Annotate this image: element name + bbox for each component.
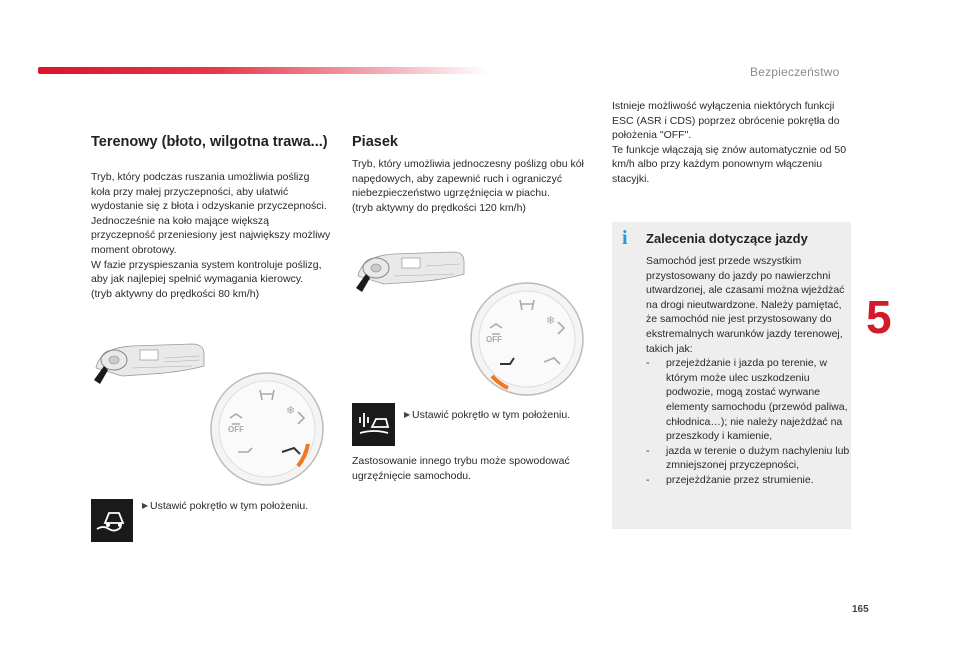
page-number: 165 bbox=[852, 604, 869, 615]
list-item: - przejeżdżanie przez strumienie. bbox=[646, 473, 814, 486]
sand-warning-note: Zastosowanie innego trybu może spowodować ugrzęźnięcie samochodu. bbox=[352, 455, 570, 482]
list-item: - jazda w terenie o dużym nachyleniu lub zmniejszonej przyczepności, bbox=[646, 444, 850, 472]
dashboard-illustration-terrain bbox=[92, 338, 206, 386]
driving-tips-content bbox=[646, 254, 851, 488]
sand-step bbox=[404, 408, 584, 423]
arrow-right-icon: ▶ bbox=[404, 410, 411, 419]
terrain-mode-badge bbox=[91, 499, 133, 542]
terrain-step-text: Ustawić pokrętło w tym położeniu. bbox=[150, 500, 309, 512]
dial-off-label: OFF bbox=[228, 425, 244, 434]
sand-description: Tryb, który umożliwia jednoczesny poślizg obu kół napędowych, aby zapewnić ruch i ograniczyć niebezpieczeństwo ugrzęźnięcia w piachu. (tryb aktywny do prędkości 120 km/h) bbox=[352, 158, 584, 214]
chapter-number: 5 bbox=[866, 291, 892, 343]
list-item: - przejeżdżanie i jazda po terenie, w którym może ulec uszkodzeniu podwozie, mogą zostać wyrwane elementy samochodu (przewód paliwa, chłodnica…); nie należy najeżdżać na przeszkody i kamienie, bbox=[646, 357, 848, 443]
off-mode-description: Istnieje możliwość wyłączenia niektórych funkcji ESC (ASR i CDS) poprzez obrócenie pokrętła do położenia "OFF". Te funkcje włączają się znów automatycznie od 50 km/h albo przy każdym ponownym włączeniu stacyjki. bbox=[612, 100, 847, 185]
header-color-bar bbox=[38, 67, 488, 74]
driving-tips-list bbox=[646, 356, 851, 487]
sand-step-text: Ustawić pokrętło w tym położeniu. bbox=[412, 409, 571, 421]
mode-dial-terrain bbox=[208, 370, 326, 488]
terrain-heading: Terenowy (błoto, wilgotna trawa...) bbox=[91, 134, 328, 150]
driving-tips-intro: Samochód jest przede wszystkim przystosowany do jazdy po nawierzchni utwardzonej, ale czasami można wjeżdżać na drogi nieutwardzone. Należy pamiętać, że samochód nie jest przystosowany do ekstremalnych warunków jazdy terenowej, takich jak: bbox=[646, 255, 845, 355]
terrain-description: Tryb, który podczas ruszania umożliwia poślizg koła przy małej przyczepności, aby ułatwić wydostanie się z błota i odzyskanie przyczepności. Jednocześnie na koło mające większą przyczepność przeniesiony jest największy możliwy moment obrotowy. W fazie przyspieszania system kontroluje poślizg, aby jak najlepiej spełnić wymagania kierowcy. (tryb aktywny do prędkości 80 km/h) bbox=[91, 171, 331, 300]
driving-tips-title: Zalecenia dotyczące jazdy bbox=[646, 231, 808, 246]
section-name: Bezpieczeństwo bbox=[750, 65, 840, 79]
sand-mode-badge bbox=[352, 403, 395, 446]
dashboard-illustration-sand bbox=[354, 246, 466, 294]
terrain-mode-icon bbox=[91, 499, 133, 542]
dial-off-label: OFF bbox=[486, 335, 502, 344]
info-icon: i bbox=[622, 227, 628, 249]
sand-mode-icon bbox=[352, 403, 395, 446]
sand-heading: Piasek bbox=[352, 134, 398, 150]
terrain-step bbox=[142, 499, 312, 514]
svg-text:❄: ❄ bbox=[546, 314, 556, 327]
arrow-right-icon: ▶ bbox=[142, 501, 149, 510]
mode-dial-sand bbox=[468, 280, 586, 398]
svg-text:❄: ❄ bbox=[286, 404, 296, 417]
